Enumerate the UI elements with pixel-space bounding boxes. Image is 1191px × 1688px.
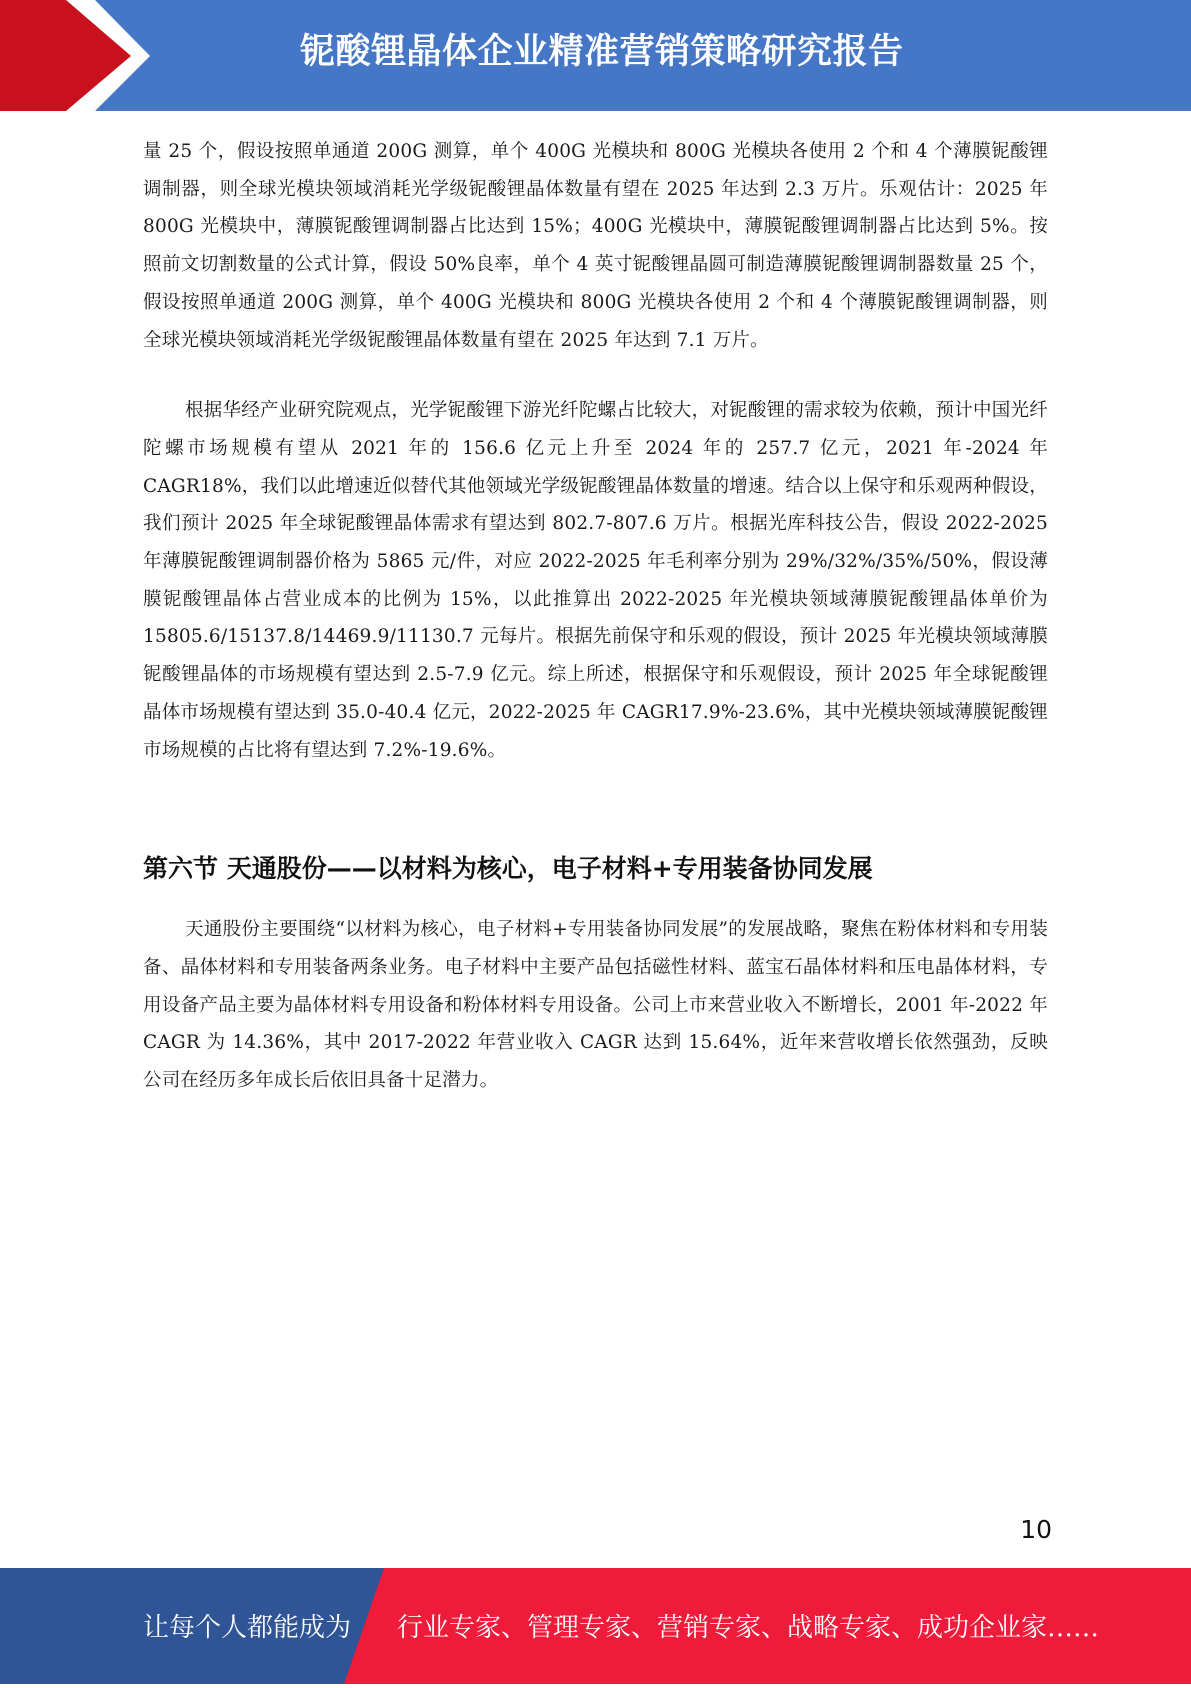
paragraph-continued: 量 25 个，假设按照单通道 200G 测算，单个 400G 光模块和 800G 光模块各使用 2 个和 4 个薄膜铌酸锂调制器，则全球光模块领域消耗光学级铌酸锂晶体数量有望在 2025 年达到 2.3 万片。乐观估计：2025 年 800G 光模块中，薄膜铌酸锂调制器占比达到 15%；400G 光模块中，薄膜铌酸锂调制器占比达到 5%。按照前文切割数量的公式计算，假设 50%良率，单个 4 英寸铌酸锂晶圆可制造薄膜铌酸锂调制器数量 25 个，假设按照单通道 200G 测算，单个 400G 光模块和 800G 光模块各使用 2 个和 4 个薄膜铌酸锂调制器，则全球光模块领域消耗光学级铌酸锂晶体数量有望在 2025 年达到 7.1 万片。 [143, 141, 1048, 351]
page-footer [0, 1568, 1191, 1684]
page-header [0, 0, 1191, 111]
report-title: 铌酸锂晶体企业精准营销策略研究报告 [300, 32, 904, 72]
section-paragraph: 天通股份主要围绕“以材料为核心，电子材料+专用装备协同发展”的发展战略，聚焦在粉体材料和专用装备、晶体材料和专用装备两条业务。电子材料中主要产品包括磁性材料、蓝宝石晶体材料和压电晶体材料，专用设备产品主要为晶体材料专用设备和粉体材料专用设备。公司上市来营业收入不断增长，2001 年-2022 年 CAGR 为 14.36%，其中 2017-2022 年营业收入 CAGR 达到 15.64%，近年来营收增长依然强劲，反映公司在经历多年成长后依旧具备十足潜力。 [143, 919, 1048, 1092]
page-number: 10 [1020, 1515, 1052, 1544]
footer-slogan-left: 让每个人都能成为 [143, 1613, 352, 1643]
footer-slogan-right: 行业专家、管理专家、营销专家、战略专家、成功企业家…… [397, 1613, 1100, 1643]
page-content [143, 133, 1048, 1100]
section-heading: 第六节 天通股份——以材料为核心，电子材料+专用装备协同发展 [143, 854, 873, 884]
paragraph-market-forecast: 根据华经产业研究院观点，光学铌酸锂下游光纤陀螺占比较大，对铌酸锂的需求较为依赖，预计中国光纤陀螺市场规模有望从 2021 年的 156.6 亿元上升至 2024 年的 257.7 亿元，2021 年-2024 年 CAGR18%，我们以此增速近似替代其他领域光学级铌酸锂晶体数量的增速。结合以上保守和乐观两种假设，我们预计 2025 年全球铌酸锂晶体需求有望达到 802.7-807.6 万片。根据光库科技公告，假设 2022-2025 年薄膜铌酸锂调制器价格为 5865 元/件，对应 2022-2025 年毛利率分别为 29%/32%/35%/50%，假设薄膜铌酸锂晶体占营业成本的比例为 15%，以此推算出 2022-2025 年光模块领域薄膜铌酸锂晶体单价为 15805.6/15137.8/14469.9/11130.7 元每片。根据先前保守和乐观的假设，预计 2025 年光模块领域薄膜铌酸锂晶体的市场规模有望达到 2.5-7.9 亿元。综上所述，根据保守和乐观假设，预计 2025 年全球铌酸锂晶体市场规模有望达到 35.0-40.4 亿元，2022-2025 年 CAGR17.9%-23.6%，其中光模块领域薄膜铌酸锂市场规模的占比将有望达到 7.2%-19.6%。 [143, 400, 1048, 761]
